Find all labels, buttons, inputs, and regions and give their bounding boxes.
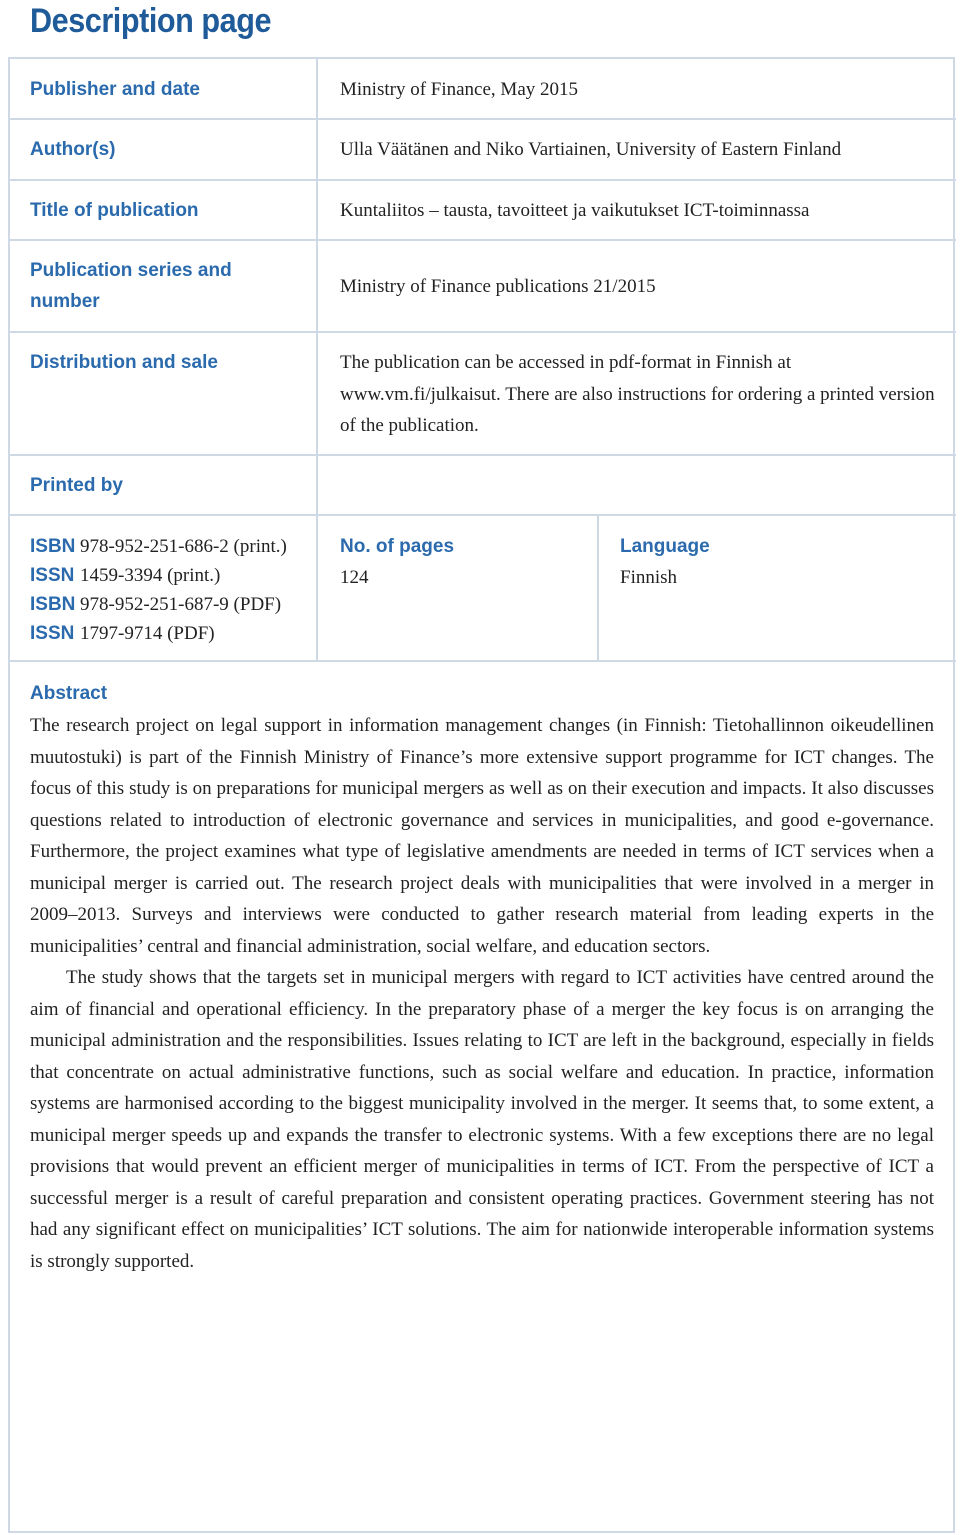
row-divider [8,454,956,456]
column-divider [316,57,318,662]
distribution-label: Distribution and sale [30,352,218,373]
row-divider [8,514,956,516]
abstract-paragraph: The research project on legal support in information management changes (in Finnish: Tietohallinnon oikeudellinen muutostuki) is part of the Finnish Ministry of Finance’s more extensive support programme for ICT changes. The focus of this study is on preparations for municipal mergers as well as on their execution and impacts. It also discusses questions related to introduction of electronic governance and services in municipalities, and good e-governance. Furthermore, the project examines what type of legislative amendments are needed in terms of ICT services when a municipal merger is carried out. The research project deals with municipalities that were involved in a merger in 2009–2013. Surveys and interviews were conducted to gather research material from leading experts in the municipalities’ central and financial administration, social welfare, and education sectors. [30,715,934,957]
title-label: Title of publication [30,200,199,221]
identifiers-block [30,532,287,648]
publisher-value: Ministry of Finance, May 2015 [340,79,579,100]
column-divider [597,514,599,662]
abstract-text [30,710,934,1277]
identifier-value: 1459-3394 (print.) [80,565,221,586]
identifier-row [30,532,287,561]
identifier-key: ISBN [30,594,76,615]
title-value: Kuntaliitos – tausta, tavoitteet ja vaikutukset ICT-toiminnassa [340,200,810,221]
row-divider [8,660,956,662]
identifier-row [30,590,287,619]
abstract-label: Abstract [30,683,108,704]
row-divider [8,179,956,181]
printed-label: Printed by [30,475,123,496]
identifier-key: ISBN [30,536,76,557]
row-divider [8,331,956,333]
identifier-value: 1797-9714 (PDF) [80,623,215,644]
publisher-label: Publisher and date [30,79,200,100]
abstract-paragraph: The study shows that the targets set in municipal mergers with regard to ICT activities have centred around the aim of financial and operational efficiency. In the preparatory phase of a merger the key focus is on arranging the municipal administration and the responsibilities. Issues relating to ICT are left in the background, especially in fields that concentrate on actual administrative functions, such as social welfare and education. In practice, information systems are harmonised according to the biggest municipality involved in the merger. It seems that, to some extent, a municipal merger speeds up and expands the transfer to electronic systems. With a few exceptions there are no legal provisions that would prevent an efficient merger of municipalities in terms of ICT. From the perspective of ICT a successful merger is a result of careful preparation and consistent operating practices. Government steering has not had any significant effect on municipalities’ ICT solutions. The aim for nationwide interoperable information systems is strongly supported. [30,967,934,1272]
identifier-row [30,619,287,648]
identifier-key: ISSN [30,623,75,644]
series-value: Ministry of Finance publications 21/2015 [340,276,656,297]
authors-label: Author(s) [30,139,116,160]
page-title: Description page [30,2,272,40]
authors-value: Ulla Väätänen and Niko Vartiainen, University of Eastern Finland [340,139,842,160]
distribution-value: The publication can be accessed in pdf-format in Finnish at www.vm.fi/julkaisut. There are also instructions for ordering a printed version of the publication. [340,352,935,436]
pages-value: 124 [340,567,369,588]
language-label: Language [620,536,710,557]
identifier-row [30,561,287,590]
row-divider [8,239,956,241]
pages-label: No. of pages [340,536,455,557]
row-divider [8,118,956,120]
identifier-value: 978-952-251-687-9 (PDF) [80,594,282,615]
series-label: Publication series and number [30,260,232,312]
identifier-value: 978-952-251-686-2 (print.) [80,536,287,557]
language-value: Finnish [620,567,678,588]
identifier-key: ISSN [30,565,75,586]
